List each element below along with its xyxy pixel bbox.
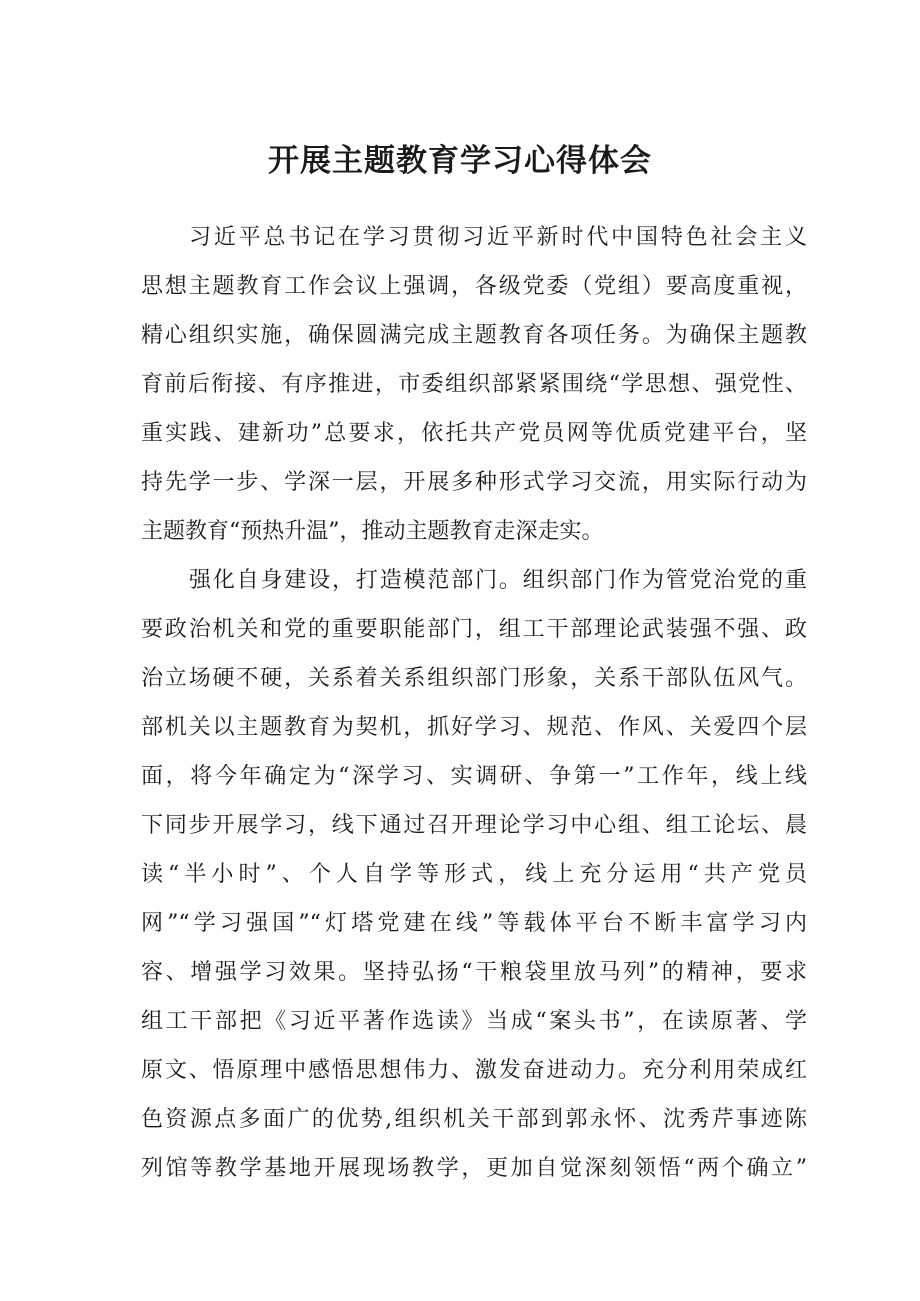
paragraph-2 xyxy=(141,556,807,1193)
paragraph-line: 色资源点多面广的优势,组织机关干部到郭永怀、沈秀芹事迹陈 xyxy=(141,1107,807,1132)
paragraph-line: 下同步开展学习，线下通过召开理论学习中心组、组工论坛、晨 xyxy=(141,813,807,838)
paragraph-line: 原文、悟原理中感悟思想伟力、激发奋进动力。充分利用荣成红 xyxy=(141,1058,807,1083)
paragraph-line: 容、增强学习效果。坚持弘扬“干粮袋里放马列”的精神，要求 xyxy=(141,960,807,985)
paragraph-line: 组工干部把《习近平著作选读》当成“案头书”，在读原著、学 xyxy=(141,1009,807,1034)
paragraph-line: 精心组织实施，确保圆满完成主题教育各项任务。为确保主题教 xyxy=(141,323,807,348)
paragraph-line: 思想主题教育工作会议上强调，各级党委（党组）要高度重视， xyxy=(141,274,807,299)
paragraph-line: 列馆等教学基地开展现场教学，更加自觉深刻领悟“两个确立” xyxy=(141,1156,807,1181)
paragraph-line: 育前后衔接、有序推进，市委组织部紧紧围绕“学思想、强党性、 xyxy=(141,372,807,397)
paragraph-line: 读“半小时”、个人自学等形式，线上充分运用“共产党员 xyxy=(141,862,807,887)
document-body xyxy=(141,213,807,1193)
page-title: 开展主题教育学习心得体会 xyxy=(268,143,652,179)
paragraph-line: 习近平总书记在学习贯彻习近平新时代中国特色社会主义 xyxy=(189,225,807,250)
paragraph-line: 面，将今年确定为“深学习、实调研、争第一”工作年，线上线 xyxy=(141,764,807,789)
paragraph-line: 部机关以主题教育为契机，抓好学习、规范、作风、关爱四个层 xyxy=(141,715,807,740)
paragraph-1 xyxy=(141,213,807,556)
paragraph-line: 要政治机关和党的重要职能部门，组工干部理论武装强不强、政 xyxy=(141,617,807,642)
paragraph-line: 强化自身建设，打造模范部门。组织部门作为管党治党的重 xyxy=(189,568,807,593)
paragraph-line: 重实践、建新功”总要求，依托共产党员网等优质党建平台，坚 xyxy=(141,421,807,446)
paragraph-line: 主题教育“预热升温”，推动主题教育走深走实。 xyxy=(141,519,604,544)
paragraph-line: 网”“学习强国”“灯塔党建在线”等载体平台不断丰富学习内 xyxy=(141,911,807,936)
paragraph-line: 持先学一步、学深一层，开展多种形式学习交流，用实际行动为 xyxy=(141,470,807,495)
paragraph-line: 治立场硬不硬，关系着关系组织部门形象，关系干部队伍风气。 xyxy=(141,666,807,691)
